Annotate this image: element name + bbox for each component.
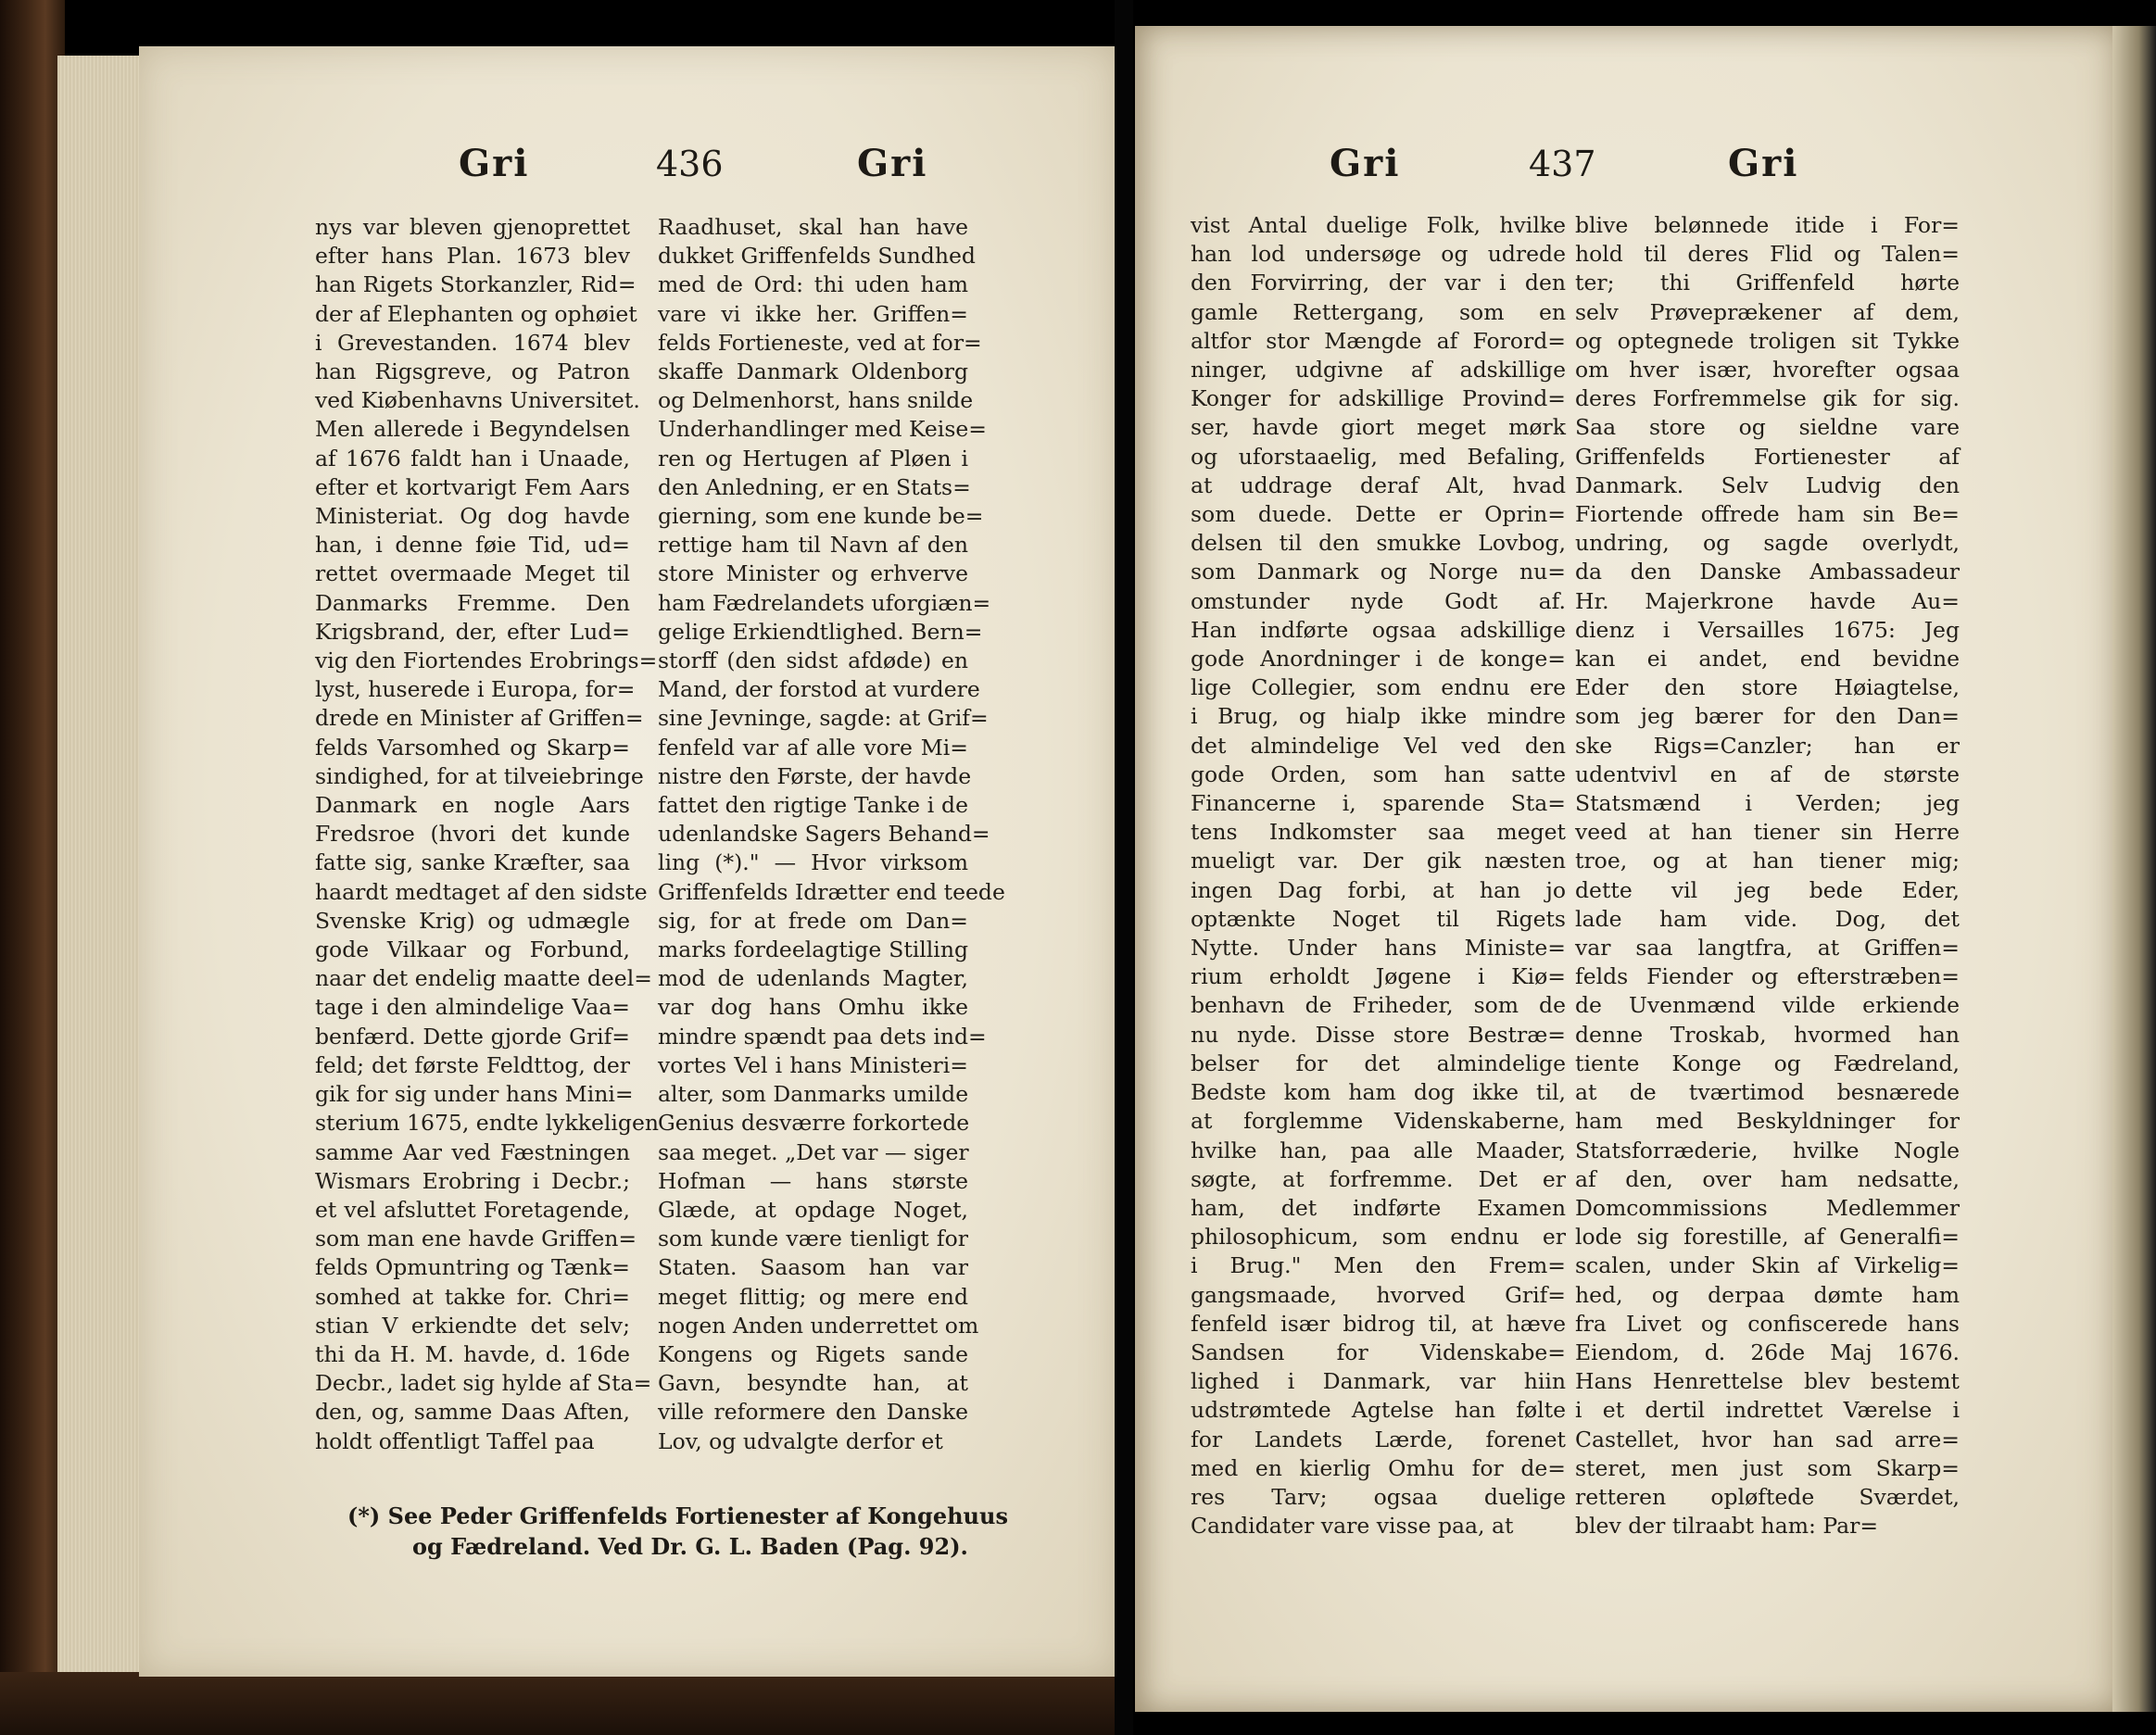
text-line: sine Jevninge, sagde: at Grif= (658, 705, 989, 732)
text-line: felds Fiender og efterstræben= (1575, 963, 1960, 990)
text-line: ham Fædrelandets uforgiæn= (658, 589, 991, 616)
text-line: og Delmenhorst, hans snilde (658, 387, 974, 414)
text-line: i Grevestanden. 1674 blev (315, 329, 630, 356)
text-line: Hr. Majerkrone havde Au= (1575, 587, 1960, 614)
text-line: i Brug, og hialp ikke mindre (1191, 703, 1566, 730)
text-line: mod de udenlands Magter, (658, 965, 968, 992)
text-line: Genius desværre forkortede (658, 1110, 970, 1137)
text-line: Hofman — hans største (658, 1167, 968, 1194)
text-line: var saa langtfra, at Griffen= (1575, 935, 1960, 962)
text-line: kan ei andet, end bevidne (1575, 646, 1960, 673)
text-line: som duede. Dette er Oprin= (1191, 501, 1566, 528)
text-line: Saa store og sieldne vare (1575, 414, 1960, 441)
text-line: drede en Minister af Griffen= (315, 705, 644, 732)
text-line: sig, for at frede om Dan= (658, 907, 968, 934)
text-line: Danmark en nogle Aars (315, 792, 630, 819)
text-line: ser, havde giort meget mørk (1191, 414, 1566, 441)
text-line: veed at han tiener sin Herre (1575, 819, 1960, 846)
text-line: holdt offentligt Taffel paa (315, 1427, 595, 1454)
text-line: mueligt var. Der gik næsten (1191, 848, 1566, 874)
text-line: mindre spændt paa dets ind= (658, 1023, 987, 1050)
text-line: felds Varsomhed og Skarp= (315, 734, 630, 761)
text-line: Bedste kom ham dog ikke til, (1191, 1079, 1566, 1106)
text-line: gangsmaade, hvorved Grif= (1191, 1281, 1566, 1308)
text-line: selv Prøveprækener af dem, (1575, 298, 1960, 325)
text-line: for Landets Lærde, forenet (1191, 1426, 1566, 1452)
text-line: Konger for adskillige Provind= (1191, 385, 1566, 412)
text-line: tiente Konge og Fædreland, (1575, 1050, 1960, 1076)
right-page-header (1135, 114, 2112, 185)
page-edges (57, 56, 147, 1714)
text-line: var dog hans Omhu ikke (658, 994, 968, 1021)
left-header-word: Gri (1330, 142, 1401, 185)
text-line: vare vi ikke her. Griffen= (658, 300, 968, 327)
text-line: skaffe Danmark Oldenborg (658, 358, 968, 385)
text-line: hvilke han, paa alle Maader, (1191, 1137, 1566, 1163)
text-line: hold til deres Flid og Talen= (1575, 241, 1960, 268)
text-line: ren og Hertugen af Pløen i (658, 445, 968, 471)
text-line: af 1676 faldt han i Unaade, (315, 445, 630, 471)
text-line: Men allerede i Begyndelsen (315, 416, 630, 443)
text-line: lige Collegier, som endnu ere (1191, 674, 1566, 701)
text-line: denne Troskab, hvormed han (1575, 1021, 1960, 1048)
text-line: Gavn, besyndte han, at (658, 1370, 968, 1397)
text-line: deres Forfremmelse gik for sig. (1575, 385, 1960, 412)
text-line: Danmark. Selv Ludvig den (1575, 471, 1960, 498)
text-line: dienz i Versailles 1675: Jeg (1575, 616, 1960, 643)
text-line: sterium 1675, endte lykkeligen (315, 1110, 659, 1137)
text-line: hed, og derpaa dømte ham (1575, 1281, 1960, 1308)
left-page-number: 436 (656, 144, 724, 184)
text-line: ville reformere den Danske (658, 1399, 968, 1426)
text-line: felds Fortieneste, ved at for= (658, 329, 982, 356)
text-line: Lov, og udvalgte derfor et (658, 1427, 943, 1454)
text-line: saa meget. „Det var — siger (658, 1138, 969, 1165)
text-line: dukket Griffenfelds Sundhed (658, 243, 976, 270)
text-line: ling (*)." — Hvor virksom (658, 849, 968, 876)
text-line: blive belønnede itide i For= (1575, 212, 1960, 238)
text-line: efter hans Plan. 1673 blev (315, 243, 630, 270)
left-header-word: Gri (459, 142, 530, 185)
text-line: et vel afsluttet Foretagende, (315, 1196, 630, 1223)
text-line: gode Anordninger i de konge= (1191, 646, 1566, 673)
text-line: af den, over ham nedsatte, (1575, 1165, 1960, 1192)
text-line: som jeg bærer for den Dan= (1575, 703, 1960, 730)
text-line: Eder den store Høiagtelse, (1575, 674, 1960, 701)
text-line: vortes Vel i hans Ministeri= (658, 1051, 968, 1078)
footnote-line: og Fædreland. Ved Dr. G. L. Baden (Pag. 92). (412, 1533, 968, 1560)
text-line: fenfeld var af alle vore Mi= (658, 734, 968, 761)
text-line: Underhandlinger med Keise= (658, 416, 987, 443)
text-line: undring, og sagde overlydt, (1575, 530, 1960, 557)
text-line: gode Orden, som han satte (1191, 761, 1566, 787)
text-line: alter, som Danmarks umilde (658, 1081, 969, 1108)
text-line: stian V erkiendte det selv; (315, 1312, 630, 1339)
text-line: som kunde være tienligt for (658, 1226, 968, 1252)
text-line: Candidater vare visse paa, at (1191, 1513, 1514, 1540)
text-line: optænkte Noget til Rigets (1191, 905, 1566, 932)
right-page-number: 437 (1529, 144, 1596, 184)
text-line: rettige ham til Navn af den (658, 532, 968, 559)
text-line: udstrømtede Agtelse han følte (1191, 1397, 1566, 1424)
text-line: gierning, som ene kunde be= (658, 503, 984, 530)
text-line: omstunder nyde Godt af. (1191, 587, 1566, 614)
text-line: ved Kiøbenhavns Universitet. (315, 387, 640, 414)
text-line: belser for det almindelige (1191, 1050, 1566, 1076)
text-line: fattet den rigtige Tanke i de (658, 792, 968, 819)
text-line: rettet overmaade Meget til (315, 560, 630, 587)
right-page-column-2 (1575, 211, 1960, 1540)
text-line: vig den Fiortendes Erobrings= (315, 647, 658, 674)
text-line: Financerne i, sparende Sta= (1191, 790, 1566, 817)
right-header-word: Gri (857, 142, 928, 185)
text-line: han Rigets Storkanzler, Rid= (315, 271, 637, 298)
text-line: dette vil jeg bede Eder, (1575, 876, 1960, 903)
text-line: udenlandske Sagers Behand= (658, 821, 990, 848)
cover-board (0, 1672, 1121, 1735)
text-line: benfærd. Dette gjorde Grif= (315, 1023, 630, 1050)
left-page-header (139, 134, 1116, 199)
text-line: Castellet, hvor han sad arre= (1575, 1426, 1960, 1452)
text-line: udentvivl en af de største (1575, 761, 1960, 787)
text-line: naar det endelig maatte deel= (315, 965, 652, 992)
text-line: Krigsbrand, der, efter Lud= (315, 618, 630, 645)
text-line: om hver især, hvorefter ogsaa (1575, 357, 1960, 383)
text-line: i Brug." Men den Frem= (1191, 1252, 1566, 1279)
text-line: nistre den Første, der havde (658, 762, 972, 789)
text-line: da den Danske Ambassadeur (1575, 559, 1960, 585)
text-line: Decbr., ladet sig hylde af Sta= (315, 1370, 652, 1397)
text-line: Mand, der forstod at vurdere (658, 676, 980, 703)
text-line: fra Livet og confiscerede hans (1575, 1310, 1960, 1337)
right-page-column-1 (1191, 211, 1566, 1540)
text-line: lode sig forestille, af Generalfi= (1575, 1224, 1960, 1251)
right-header-word: Gri (1728, 142, 1799, 185)
text-line: og optegnede troligen sit Tykke (1575, 327, 1960, 354)
text-line: nogen Anden underrettet om (658, 1312, 979, 1339)
text-line: det almindelige Vel ved den (1191, 732, 1566, 759)
text-line: tage i den almindelige Vaa= (315, 994, 630, 1021)
text-line: rium erholdt Jøgene i Kiø= (1191, 963, 1566, 990)
text-line: der af Elephanten og ophøiet (315, 300, 637, 327)
text-line: Griffenfelds Fortienester af (1575, 443, 1960, 470)
text-line: sindighed, for at tilveiebringe (315, 762, 644, 789)
text-line: Raadhuset, skal han have (658, 214, 968, 240)
text-line: storff (den sidst afdøde) en (658, 647, 968, 674)
text-line: at forglemme Videnskaberne, (1191, 1108, 1566, 1135)
text-line: Fredsroe (hvori det kunde (315, 821, 630, 848)
text-line: somhed at takke for. Chri= (315, 1283, 630, 1310)
text-line: de Uvenmænd vilde erkiende (1575, 992, 1960, 1019)
text-line: Wismars Erobring i Decbr.; (315, 1167, 630, 1194)
text-line: Ministeriat. Og dog havde (315, 503, 630, 530)
text-line: scalen, under Skin af Virkelig= (1575, 1252, 1960, 1279)
text-line: som man ene havde Griffen= (315, 1226, 637, 1252)
left-page-column-1 (315, 213, 659, 1456)
text-line: efter et kortvarigt Fem Aars (315, 473, 630, 500)
text-line: ham, det indførte Examen (1191, 1194, 1566, 1221)
text-line: ske Rigs=Canzler; han er (1575, 732, 1960, 759)
text-line: i et dertil indrettet Værelse i (1575, 1397, 1960, 1424)
text-line: philosophicum, som endnu er (1191, 1224, 1566, 1251)
text-line: benhavn de Friheder, som de (1191, 992, 1566, 1019)
text-line: lighed i Danmark, var hiin (1191, 1368, 1566, 1395)
text-line: og uforstaaelig, med Befaling, (1191, 443, 1566, 470)
text-line: tens Indkomster saa meget (1191, 819, 1566, 846)
text-line: som Danmark og Norge nu= (1191, 559, 1566, 585)
text-line: troe, og at han tiener mig; (1575, 848, 1960, 874)
text-line: thi da H. M. havde, d. 16de (315, 1340, 630, 1367)
book-binding (0, 0, 65, 1735)
text-line: Han indførte ogsaa adskillige (1191, 616, 1566, 643)
text-line: Sandsen for Videnskabe= (1191, 1339, 1566, 1365)
left-page-column-2 (658, 213, 1005, 1456)
text-line: ter; thi Griffenfeld hørte (1575, 270, 1960, 296)
text-line: han, i denne føie Tid, ud= (315, 532, 630, 559)
text-line: nys var bleven gjenoprettet (315, 214, 630, 240)
text-line: søgte, at forfremme. Det er (1191, 1165, 1566, 1192)
footnote (347, 1501, 1070, 1562)
text-line: Domcommissions Medlemmer (1575, 1194, 1960, 1221)
text-line: lade ham vide. Dog, det (1575, 905, 1960, 932)
text-line: fenfeld især bidrog til, at hæve (1191, 1310, 1566, 1337)
text-line: Nytte. Under hans Ministe= (1191, 935, 1566, 962)
left-page (139, 46, 1116, 1677)
text-line: Glæde, at opdage Noget, (658, 1196, 968, 1223)
text-line: at uddrage deraf Alt, hvad (1191, 471, 1566, 498)
text-line: res Tarv; ogsaa duelige (1191, 1483, 1566, 1510)
right-page-edge (2112, 26, 2156, 1712)
text-line: gamle Rettergang, som en (1191, 298, 1566, 325)
text-line: Hans Henrettelse blev bestemt (1575, 1368, 1960, 1395)
text-line: Statsforræderie, hvilke Nogle (1575, 1137, 1960, 1163)
text-line: haardt medtaget af den sidste (315, 878, 648, 905)
text-line: gode Vilkaar og Forbund, (315, 937, 630, 963)
text-line: lyst, huserede i Europa, for= (315, 676, 636, 703)
text-line: han lod undersøge og udrede (1191, 241, 1566, 268)
text-line: den, og, samme Daas Aften, (315, 1399, 630, 1426)
text-line: den Forvirring, der var i den (1191, 270, 1566, 296)
text-line: med de Ord: thi uden ham (658, 271, 968, 298)
text-line: retteren opløftede Sværdet, (1575, 1483, 1960, 1510)
text-line: ninger, udgivne af adskillige (1191, 357, 1566, 383)
text-line: samme Aar ved Fæstningen (315, 1138, 630, 1165)
text-line: delsen til den smukke Lovbog, (1191, 530, 1566, 557)
text-line: ham med Beskyldninger for (1575, 1108, 1960, 1135)
text-line: nu nyde. Disse store Bestræ= (1191, 1021, 1566, 1048)
text-line: feld; det første Feldttog, der (315, 1051, 630, 1078)
text-line: Griffenfelds Idrætter end teede (658, 878, 1005, 905)
gutter (1115, 0, 1133, 1735)
text-line: ingen Dag forbi, at han jo (1191, 876, 1566, 903)
text-line: Danmarks Fremme. Den (315, 589, 630, 616)
text-line: meget flittig; og mere end (658, 1283, 968, 1310)
text-line: altfor stor Mængde af Forord= (1191, 327, 1566, 354)
footnote-line: (*) See Peder Griffenfelds Fortienester af Kongehuus (347, 1502, 1008, 1529)
text-line: felds Opmuntring og Tænk= (315, 1254, 630, 1281)
text-line: steret, men just som Skarp= (1575, 1454, 1960, 1481)
text-line: Staten. Saasom han var (658, 1254, 968, 1281)
text-line: store Minister og erhverve (658, 560, 968, 587)
text-line: med en kierlig Omhu for de= (1191, 1454, 1566, 1481)
text-line: blev der tilraabt ham: Par= (1575, 1513, 1879, 1540)
right-page (1135, 26, 2112, 1712)
text-line: Eiendom, d. 26de Maj 1676. (1575, 1339, 1960, 1365)
text-line: Statsmænd i Verden; jeg (1575, 790, 1960, 817)
text-line: han Rigsgreve, og Patron (315, 358, 630, 385)
text-line: gelige Erkiendtlighed. Bern= (658, 618, 983, 645)
text-line: den Anledning, er en Stats= (658, 473, 971, 500)
text-line: marks fordeelagtige Stilling (658, 937, 968, 963)
text-line: Svenske Krig) og udmægle (315, 907, 630, 934)
text-line: vist Antal duelige Folk, hvilke (1191, 212, 1566, 238)
text-line: fatte sig, sanke Kræfter, saa (315, 849, 630, 876)
text-line: gik for sig under hans Mini= (315, 1081, 634, 1108)
text-line: Kongens og Rigets sande (658, 1340, 968, 1367)
text-line: Fiortende offrede ham sin Be= (1575, 501, 1960, 528)
text-line: at de tværtimod besnærede (1575, 1079, 1960, 1106)
